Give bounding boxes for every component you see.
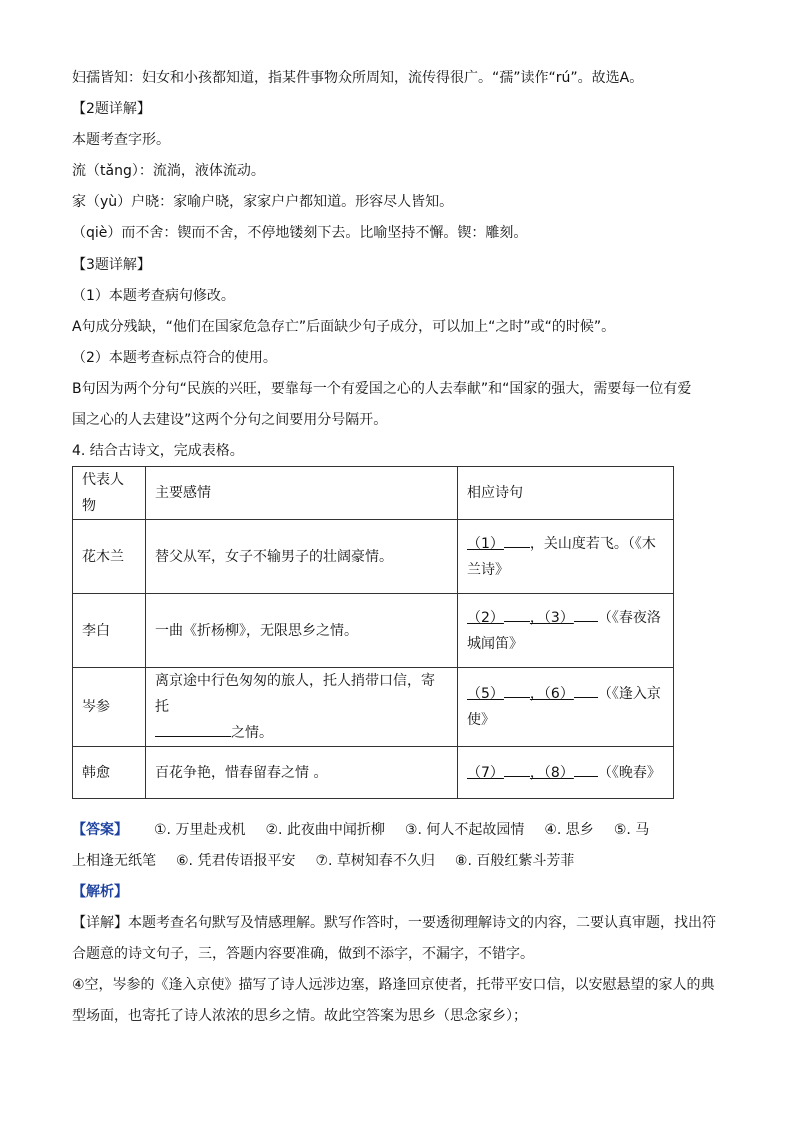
blank-marker: （2） <box>467 609 504 626</box>
verse-cell <box>458 747 674 799</box>
poem-table <box>72 466 674 799</box>
verse-cell <box>458 520 674 594</box>
verse-text: 兰诗》 <box>467 561 509 578</box>
text-line: B句因为两个分句“民族的兴旺，要靠每一个有爱国之心的人去奉献”和“国家的强大，需要每一位有爱 <box>72 381 692 397</box>
answer-item: ⑦. 草树知春不久归 <box>315 853 435 869</box>
verse-text: 城闻笛》 <box>467 635 523 652</box>
answer-item: ④. 思乡 <box>544 822 594 838</box>
table-row <box>73 668 674 747</box>
answer-blank[interactable] <box>504 762 530 777</box>
text-line: A句成分残缺，“他们在国家危急存亡”后面缺少句子成分，可以加上“之时”或“的时候”。 <box>72 319 616 335</box>
answer-line <box>72 820 732 840</box>
header-cell: 主要感情 <box>146 467 458 520</box>
text-line: 国之心的人去建设”这两个分句之间要用分号隔开。 <box>72 412 388 428</box>
blank-marker: ，（3） <box>529 609 574 626</box>
verse-text: 使》 <box>467 712 495 728</box>
section-heading: 【3题详解】 <box>72 257 151 273</box>
answer-blank[interactable] <box>574 683 598 698</box>
table-header-row <box>73 467 674 520</box>
question-title: 4. 结合古诗文，完成表格。 <box>72 443 244 459</box>
table-row <box>73 747 674 799</box>
verse-text: （《晚春》 <box>597 764 661 781</box>
analysis-label: 【解析】 <box>72 884 128 900</box>
analysis-heading <box>72 882 732 902</box>
text-line: （2）本题考查标点符合的使用。 <box>72 350 277 366</box>
text-line: ④空，岑参的《逢入京使》描写了诗人远涉边塞，路逢回京使者，托带平安口信，以安慰悬望的家人的典 <box>72 977 715 993</box>
header-cell: 相应诗句 <box>458 467 674 520</box>
emotion-text: 离京途中行色匆匆的旅人，托人捎带口信，寄托 <box>155 673 435 715</box>
answer-item: ②. 此夜曲中闻折柳 <box>265 822 385 838</box>
text-line <box>72 913 732 933</box>
text-line: （qiè）而不舍：锲而不舍，不停地镂刻下去。比喻坚持不懈。锲：雕刻。 <box>72 225 528 241</box>
analysis-text: 本题考查名句默写及情感理解。默写作答时，一要透彻理解诗文的内容，二要认真审题，找出符 <box>128 915 716 931</box>
text-line: 型场面，也寄托了诗人浓浓的思乡之情。故此空答案为思乡（思念家乡）； <box>72 1008 527 1024</box>
blank-marker: （7） <box>467 764 504 781</box>
answer-item: ①. 万里赴戎机 <box>154 822 246 838</box>
text-line: 家（yù）户晓：家喻户晓，家家户户都知道。形容尽人皆知。 <box>72 194 454 210</box>
text-line: （1）本题考查病句修改。 <box>72 288 235 304</box>
emotion-cell: 替父从军，女子不输男子的壮阔豪情。 <box>146 520 458 594</box>
text-line: 流（tǎng）：流淌，液体流动。 <box>72 163 265 179</box>
verse-cell <box>458 594 674 668</box>
answer-item: ③. 何人不起故园情 <box>404 822 525 838</box>
header-cell: 代表人物 <box>73 467 146 520</box>
answer-blank[interactable] <box>504 533 530 548</box>
person-cell: 花木兰 <box>73 520 146 594</box>
answer-line <box>72 851 732 871</box>
table-row <box>73 594 674 668</box>
answer-item: ⑥. 凭君传语报平安 <box>176 853 296 869</box>
blank-marker: ，（6） <box>529 686 574 702</box>
table-row <box>73 520 674 594</box>
answer-label: 【答案】 <box>72 822 128 838</box>
text-line: 本题考查字形。 <box>72 132 170 148</box>
emotion-cell: 百花争艳，惜春留春之情 。 <box>146 747 458 799</box>
verse-text: ，关山度若飞。（《木 <box>529 535 656 552</box>
answer-blank[interactable] <box>155 722 231 737</box>
answer-blank[interactable] <box>504 683 530 698</box>
blank-marker: （5） <box>467 686 504 702</box>
person-cell: 李白 <box>73 594 146 668</box>
blank-marker: （1） <box>467 535 504 552</box>
detail-label: 【详解】 <box>72 915 128 931</box>
verse-text: （《春夜洛 <box>597 609 661 626</box>
verse-cell <box>458 668 674 747</box>
person-cell: 岑参 <box>73 668 146 747</box>
answer-item: 上相逢无纸笔 <box>72 853 156 869</box>
answer-item: ⑤. 马 <box>613 822 650 838</box>
person-cell: 韩愈 <box>73 747 146 799</box>
text-line: 妇孺皆知：妇女和小孩都知道，指某件事物众所周知，流传得很广。“孺”读作“rú”。故选A。 <box>72 70 644 86</box>
answer-item: ⑧. 百般红紫斗芳菲 <box>454 853 575 869</box>
answer-blank[interactable] <box>574 762 598 777</box>
emotion-text: 之情。 <box>231 725 273 741</box>
emotion-cell: 一曲《折杨柳》，无限思乡之情。 <box>146 594 458 668</box>
emotion-cell <box>146 668 458 747</box>
answer-blank[interactable] <box>504 607 530 622</box>
answer-blank[interactable] <box>574 607 598 622</box>
blank-marker: ，（8） <box>529 764 574 781</box>
verse-text: （《逢入京 <box>597 686 661 702</box>
section-heading: 【2题详解】 <box>72 101 151 117</box>
text-line: 合题意的诗文句子，三，答题内容要准确，做到不添字，不漏字，不错字。 <box>72 946 534 962</box>
